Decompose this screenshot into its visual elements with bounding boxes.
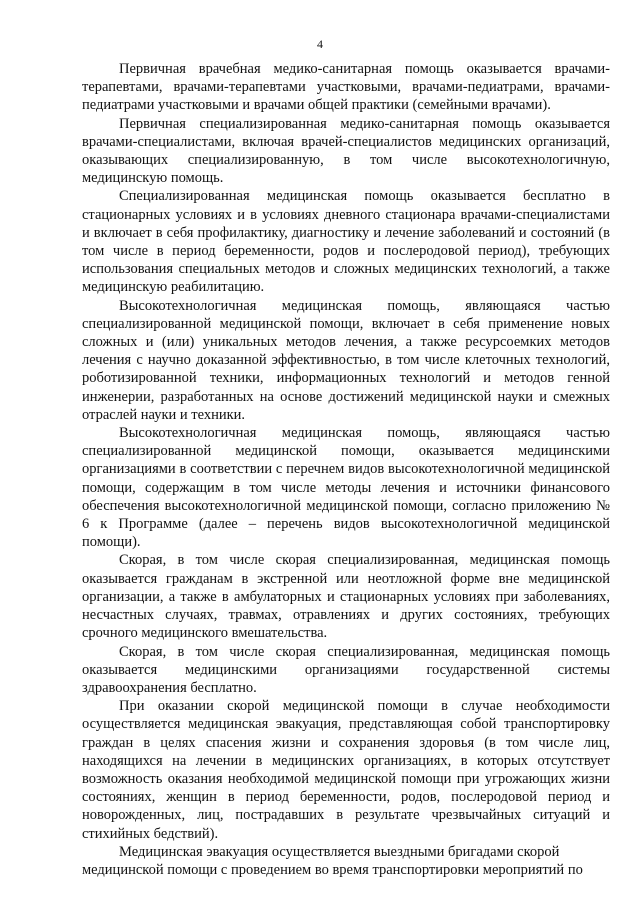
page-number: 4 xyxy=(317,37,323,51)
paragraph-high-tech-care: Высокотехнологичная медицинская помощь, являющаяся частью специализированной медицинской помощи, включает в себя применение новых сложных и (или) уникальных методов лечения, а также ресурсоемких методов лечения с научно доказанной эффективностью, в том числе клеточных технологий, роботизированной техники, информационных технологий и методов генной инженерии, разработанных на основе достижений медицинской науки и смежных отраслей науки и техники. xyxy=(82,297,610,423)
paragraph-high-tech-care-providers: Высокотехнологичная медицинская помощь, являющаяся частью специализированной медицинской помощи, оказывается медицинскими организациями в соответствии с перечнем видов высокотехнологичной медицинской помощи, содержащим в том числе методы лечения и источники финансового обеспечения высокотехнологичной медицинской помощи, согласно приложению № 6 к Программе (далее – перечень видов высокотехнологичной медицинской помощи). xyxy=(82,425,610,551)
paragraph-primary-specialized-care: Первичная специализированная медико-санитарная помощь оказывается врачами-специалистами, включая врачей-специалистов медицинских организаций, оказывающих специализированную, в том числе высокотехнологичную, медицинскую помощь. xyxy=(82,115,610,187)
document-body xyxy=(82,60,610,879)
paragraph-primary-doctor-care: Первичная врачебная медико-санитарная помощь оказывается врачами-терапевтами, врачами-терапевтами участковыми, врачами-педиатрами, врачами-педиатрами участковыми и врачами общей практики (семейными врачами). xyxy=(82,61,610,114)
paragraph-medical-evacuation: При оказании скорой медицинской помощи в случае необходимости осуществляется медицинская эвакуация, представляющая собой транспортировку граждан в целях спасения жизни и сохранения здоровья (в том числе лиц, находящихся на лечении в медицинских организациях, в которых отсутствует возможность оказания необходимой медицинской помощи при угрожающих жизни состояниях, женщин в период беременности, родов, послеродовой период и новорожденных, лиц, пострадавших в результате чрезвычайных ситуаций и стихийных бедствий). xyxy=(82,698,610,842)
paragraph-evacuation-teams: Медицинская эвакуация осуществляется выездными бригадами скорой медицинской помощи с проведением во время транспортировки мероприятий по xyxy=(82,843,583,878)
paragraph-emergency-care-free: Скорая, в том числе скорая специализированная, медицинская помощь оказывается медицинскими организациями государственной системы здравоохранения бесплатно. xyxy=(82,643,610,696)
paragraph-specialized-care: Специализированная медицинская помощь оказывается бесплатно в стационарных условиях и в условиях дневного стационара врачами-специалистами и включает в себя профилактику, диагностику и лечение заболеваний и состояний (в том числе в период беременности, родов и послеродовой период), требующих использования специальных методов и сложных медицинских технологий, а также медицинскую реабилитацию. xyxy=(82,188,610,296)
paragraph-emergency-care: Скорая, в том числе скорая специализированная, медицинская помощь оказывается гражданам в экстренной или неотложной форме вне медицинской организации, а также в амбулаторных и стационарных условиях при заболеваниях, несчастных случаях, травмах, отравлениях и других состояниях, требующих срочного медицинского вмешательства. xyxy=(82,552,610,642)
